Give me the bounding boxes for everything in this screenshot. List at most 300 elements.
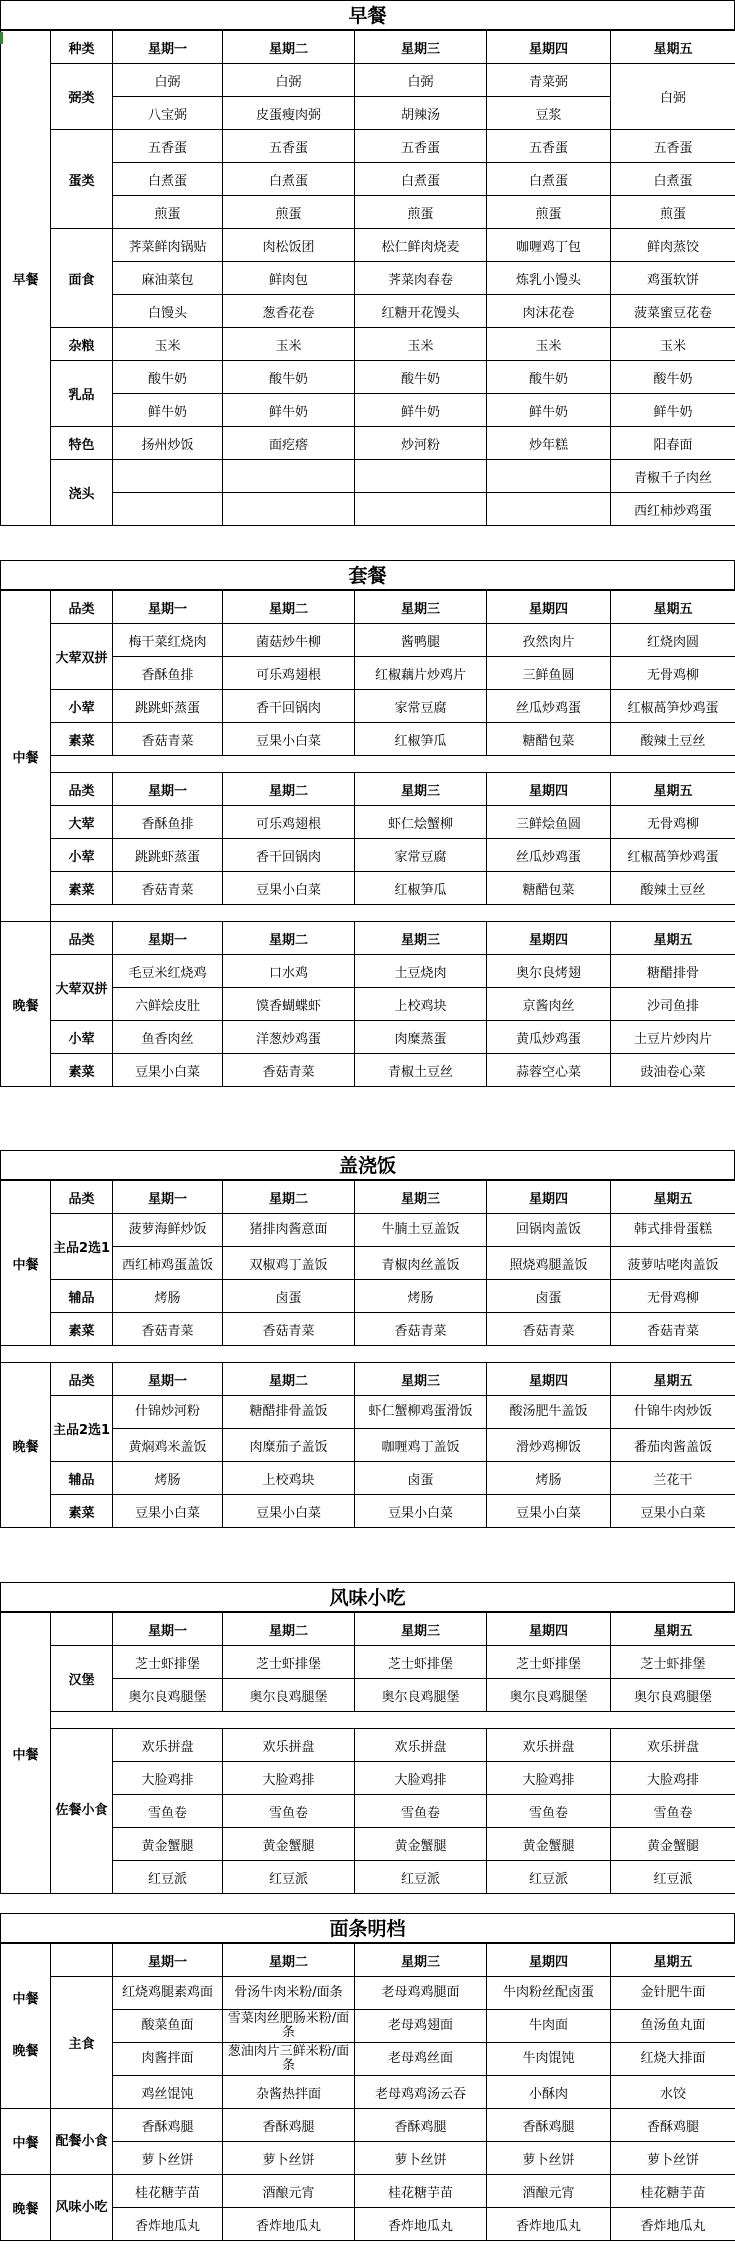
menu-cell: 回锅肉盖饭 xyxy=(487,1214,611,1247)
menu-cell: 桂花糖芋苗 xyxy=(611,2175,735,2208)
menu-cell: 西红柿鸡蛋盖饭 xyxy=(113,1247,223,1280)
category-header: 品类 xyxy=(51,922,113,955)
menu-cell: 玉米 xyxy=(223,328,355,361)
menu-cell: 煎蛋 xyxy=(611,196,735,229)
menu-cell: 鲜肉蒸饺 xyxy=(611,229,735,262)
menu-cell xyxy=(223,460,355,493)
rice-bowl-table xyxy=(0,1180,735,1528)
day-header: 星期二 xyxy=(223,922,355,955)
menu-cell: 煎蛋 xyxy=(113,196,223,229)
menu-cell: 欢乐拼盘 xyxy=(223,1729,355,1762)
menu-cell: 芝士虾排堡 xyxy=(223,1646,355,1679)
menu-cell: 青菜弼 xyxy=(487,64,611,97)
menu-cell: 皮蛋瘦肉弼 xyxy=(223,97,355,130)
meal-label: 中餐 xyxy=(1,1613,51,1894)
menu-cell: 杂酱热拌面 xyxy=(223,2076,355,2109)
menu-cell: 照烧鸡腿盖饭 xyxy=(487,1247,611,1280)
menu-cell: 金针肥牛面 xyxy=(611,1977,735,2010)
category-label: 配餐小食 xyxy=(51,2109,113,2175)
menu-cell: 烤肠 xyxy=(487,1462,611,1495)
menu-cell: 香炸地瓜丸 xyxy=(611,2208,735,2241)
menu-cell: 菠萝咕咾肉盖饭 xyxy=(611,1247,735,1280)
menu-cell: 土豆片炒肉片 xyxy=(611,1021,735,1054)
category-label: 杂粮 xyxy=(51,328,113,361)
menu-cell: 鲜牛奶 xyxy=(113,394,223,427)
menu-cell: 梅干菜红烧肉 xyxy=(113,624,223,657)
menu-cell: 桂花糖芋苗 xyxy=(113,2175,223,2208)
menu-cell: 番茄肉酱盖饭 xyxy=(611,1429,735,1462)
menu-cell: 香酥鸡腿 xyxy=(223,2109,355,2142)
day-header: 星期一 xyxy=(113,922,223,955)
menu-cell: 三鲜鱼圆 xyxy=(487,657,611,690)
menu-cell: 跳跳虾蒸蛋 xyxy=(113,839,223,872)
menu-cell: 黄金蟹腿 xyxy=(487,1828,611,1861)
menu-cell: 酸牛奶 xyxy=(355,361,487,394)
category-label: 素菜 xyxy=(51,1054,113,1087)
menu-cell: 馍香蝴蝶虾 xyxy=(223,988,355,1021)
day-header: 星期四 xyxy=(487,1613,611,1646)
menu-cell: 荠菜肉春卷 xyxy=(355,262,487,295)
menu-cell: 咖喱鸡丁包 xyxy=(487,229,611,262)
day-header: 星期三 xyxy=(355,591,487,624)
day-header: 星期一 xyxy=(113,31,223,64)
menu-cell: 豆果小白菜 xyxy=(611,1495,735,1528)
day-header: 星期五 xyxy=(611,1944,735,1977)
menu-cell: 胡辣汤 xyxy=(355,97,487,130)
menu-cell: 白弼 xyxy=(611,64,735,130)
menu-cell: 大脸鸡排 xyxy=(355,1762,487,1795)
category-label: 主品2选1 xyxy=(51,1214,113,1280)
menu-cell: 红椒笋瓜 xyxy=(355,723,487,756)
day-header: 星期四 xyxy=(487,1181,611,1214)
category-header: 品类 xyxy=(51,1363,113,1396)
category-label: 乳品 xyxy=(51,361,113,427)
category-label: 素菜 xyxy=(51,1495,113,1528)
menu-cell: 豆果小白菜 xyxy=(113,1054,223,1087)
day-header: 星期二 xyxy=(223,1363,355,1396)
menu-cell: 香炸地瓜丸 xyxy=(223,2208,355,2241)
day-header: 星期三 xyxy=(355,922,487,955)
menu-cell: 滑炒鸡柳饭 xyxy=(487,1429,611,1462)
menu-cell: 无骨鸡柳 xyxy=(611,657,735,690)
meal-label: 早餐 xyxy=(1,31,51,526)
menu-cell: 香菇青菜 xyxy=(113,723,223,756)
spacer-cell xyxy=(51,756,735,773)
menu-cell: 雪鱼卷 xyxy=(113,1795,223,1828)
menu-cell: 红豆派 xyxy=(113,1861,223,1894)
menu-cell: 红烧大排面 xyxy=(611,2043,735,2076)
menu-cell: 肉沫花卷 xyxy=(487,295,611,328)
menu-cell: 萝卜丝饼 xyxy=(355,2142,487,2175)
day-header: 星期四 xyxy=(487,773,611,806)
menu-cell: 老母鸡鸡汤云吞 xyxy=(355,2076,487,2109)
menu-cell: 红烧鸡腿素鸡面 xyxy=(113,1977,223,2010)
menu-cell: 香菇青菜 xyxy=(355,1313,487,1346)
category-header: 品类 xyxy=(51,1181,113,1214)
day-header: 星期二 xyxy=(223,773,355,806)
menu-cell: 豆浆 xyxy=(487,97,611,130)
day-header: 星期五 xyxy=(611,1363,735,1396)
day-header: 星期四 xyxy=(487,922,611,955)
menu-cell: 香炸地瓜丸 xyxy=(355,2208,487,2241)
set-meal-section xyxy=(0,560,735,1087)
menu-cell: 阳春面 xyxy=(611,427,735,460)
category-label: 大荤双拼 xyxy=(51,624,113,690)
menu-cell: 卤蛋 xyxy=(223,1280,355,1313)
menu-cell: 雪鱼卷 xyxy=(355,1795,487,1828)
menu-cell: 香酥鸡腿 xyxy=(355,2109,487,2142)
menu-cell: 糖醋排骨盖饭 xyxy=(223,1396,355,1429)
menu-cell: 萝卜丝饼 xyxy=(611,2142,735,2175)
menu-cell: 洋葱炒鸡蛋 xyxy=(223,1021,355,1054)
menu-cell: 黄金蟹腿 xyxy=(355,1828,487,1861)
menu-cell xyxy=(113,460,223,493)
menu-cell: 卤蛋 xyxy=(355,1462,487,1495)
menu-cell: 鲜肉包 xyxy=(223,262,355,295)
menu-cell: 老母鸡翅面 xyxy=(355,2010,487,2043)
menu-cell: 牛肉粉丝配卤蛋 xyxy=(487,1977,611,2010)
category-label: 素菜 xyxy=(51,723,113,756)
breakfast-table xyxy=(0,30,735,526)
spacer-cell xyxy=(51,905,735,922)
menu-cell: 豆果小白菜 xyxy=(223,872,355,905)
menu-cell: 白弼 xyxy=(113,64,223,97)
menu-cell: 孜然肉片 xyxy=(487,624,611,657)
menu-cell: 五香蛋 xyxy=(487,130,611,163)
menu-cell: 家常豆腐 xyxy=(355,690,487,723)
menu-cell: 煎蛋 xyxy=(487,196,611,229)
menu-cell: 西红柿炒鸡蛋 xyxy=(611,493,735,526)
menu-cell: 肉糜蒸蛋 xyxy=(355,1021,487,1054)
menu-cell: 香炸地瓜丸 xyxy=(487,2208,611,2241)
menu-cell: 酱鸭腿 xyxy=(355,624,487,657)
section-title: 面条明档 xyxy=(0,1913,735,1943)
menu-cell: 什锦牛肉炒饭 xyxy=(611,1396,735,1429)
day-header: 星期三 xyxy=(355,1613,487,1646)
menu-cell: 肉松饭团 xyxy=(223,229,355,262)
menu-cell: 荠菜鲜肉锅贴 xyxy=(113,229,223,262)
menu-cell: 猪排肉酱意面 xyxy=(223,1214,355,1247)
menu-cell: 鸡丝馄饨 xyxy=(113,2076,223,2109)
menu-cell: 豆果小白菜 xyxy=(355,1495,487,1528)
menu-cell: 香酥鸡腿 xyxy=(113,2109,223,2142)
menu-cell: 玉米 xyxy=(355,328,487,361)
menu-cell: 奥尔良鸡腿堡 xyxy=(113,1679,223,1712)
menu-cell: 鱼汤鱼丸面 xyxy=(611,2010,735,2043)
day-header: 星期五 xyxy=(611,922,735,955)
menu-cell: 萝卜丝饼 xyxy=(487,2142,611,2175)
menu-cell: 可乐鸡翅根 xyxy=(223,657,355,690)
menu-cell: 香菇青菜 xyxy=(113,872,223,905)
menu-cell: 酒酿元宵 xyxy=(487,2175,611,2208)
menu-cell: 八宝弼 xyxy=(113,97,223,130)
day-header: 星期四 xyxy=(487,31,611,64)
menu-cell: 白煮蛋 xyxy=(487,163,611,196)
menu-cell: 黄金蟹腿 xyxy=(611,1828,735,1861)
menu-cell: 青椒肉丝盖饭 xyxy=(355,1247,487,1280)
spacer-cell xyxy=(1,1346,735,1363)
menu-cell: 面疙瘩 xyxy=(223,427,355,460)
day-header: 星期一 xyxy=(113,591,223,624)
category-label: 主食 xyxy=(51,1977,113,2109)
menu-cell: 煎蛋 xyxy=(223,196,355,229)
menu-cell: 糖醋排骨 xyxy=(611,955,735,988)
meal-label: 晚餐 xyxy=(1,922,51,1087)
day-header: 星期三 xyxy=(355,1181,487,1214)
menu-cell: 跳跳虾蒸蛋 xyxy=(113,690,223,723)
section-title: 套餐 xyxy=(0,560,735,590)
spacer-row xyxy=(1,1346,735,1363)
menu-cell: 玉米 xyxy=(611,328,735,361)
menu-cell: 黄金蟹腿 xyxy=(223,1828,355,1861)
menu-cell: 鲜牛奶 xyxy=(611,394,735,427)
menu-cell: 红豆派 xyxy=(611,1861,735,1894)
day-header: 星期二 xyxy=(223,591,355,624)
menu-cell: 香干回锅肉 xyxy=(223,690,355,723)
menu-cell: 上校鸡块 xyxy=(355,988,487,1021)
menu-cell xyxy=(223,493,355,526)
menu-cell: 红椒藕片炒鸡片 xyxy=(355,657,487,690)
menu-cell xyxy=(487,460,611,493)
menu-cell: 葱油肉片三鲜米粉/面条 xyxy=(223,2043,355,2076)
category-header: 品类 xyxy=(51,591,113,624)
day-header: 星期三 xyxy=(355,31,487,64)
day-header: 星期一 xyxy=(113,1944,223,1977)
category-label: 浇头 xyxy=(51,460,113,526)
category-label: 素菜 xyxy=(51,872,113,905)
category-label: 特色 xyxy=(51,427,113,460)
menu-cell: 黄瓜炒鸡蛋 xyxy=(487,1021,611,1054)
menu-cell: 可乐鸡翅根 xyxy=(223,806,355,839)
menu-cell: 雪鱼卷 xyxy=(611,1795,735,1828)
category-label: 辅品 xyxy=(51,1462,113,1495)
menu-cell: 韩式排骨蛋糕 xyxy=(611,1214,735,1247)
menu-cell: 烤肠 xyxy=(113,1280,223,1313)
menu-cell: 双椒鸡丁盖饭 xyxy=(223,1247,355,1280)
menu-cell: 白煮蛋 xyxy=(113,163,223,196)
menu-cell: 红豆派 xyxy=(487,1861,611,1894)
category-label: 面食 xyxy=(51,229,113,328)
meal-label: 晚餐 xyxy=(1,2175,51,2241)
menu-cell: 鸡蛋软饼 xyxy=(611,262,735,295)
menu-cell: 香菇青菜 xyxy=(223,1313,355,1346)
day-header: 星期二 xyxy=(223,1944,355,1977)
menu-cell: 雪鱼卷 xyxy=(223,1795,355,1828)
meal-label: 中餐 xyxy=(1,591,51,922)
category-label: 小荤 xyxy=(51,839,113,872)
section-title: 早餐 xyxy=(0,0,735,30)
menu-cell: 鲜牛奶 xyxy=(355,394,487,427)
menu-cell: 酸汤肥牛盖饭 xyxy=(487,1396,611,1429)
category-label: 汉堡 xyxy=(51,1646,113,1712)
menu-cell: 玉米 xyxy=(487,328,611,361)
snacks-section xyxy=(0,1582,735,1894)
menu-cell: 雪鱼卷 xyxy=(487,1795,611,1828)
noodle-bar-section xyxy=(0,1913,735,2241)
day-header: 星期三 xyxy=(355,1944,487,1977)
day-header: 星期四 xyxy=(487,1944,611,1977)
menu-cell: 鱼香肉丝 xyxy=(113,1021,223,1054)
menu-cell: 小酥肉 xyxy=(487,2076,611,2109)
day-header: 星期三 xyxy=(355,1363,487,1396)
meal-label-lunch: 中餐 xyxy=(12,1992,39,2007)
day-header: 星期二 xyxy=(223,1181,355,1214)
category-header: 种类 xyxy=(51,31,113,64)
section-title: 风味小吃 xyxy=(0,1582,735,1612)
menu-cell xyxy=(487,493,611,526)
menu-cell: 芝士虾排堡 xyxy=(487,1646,611,1679)
menu-cell: 烤肠 xyxy=(355,1280,487,1313)
menu-cell: 菠菜蜜豆花卷 xyxy=(611,295,735,328)
day-header: 星期五 xyxy=(611,31,735,64)
meal-label xyxy=(1,1944,51,2109)
menu-cell: 菠萝海鲜炒饭 xyxy=(113,1214,223,1247)
menu-cell: 虾仁蟹柳鸡蛋滑饭 xyxy=(355,1396,487,1429)
menu-cell: 鲜牛奶 xyxy=(223,394,355,427)
rice-bowl-section xyxy=(0,1150,735,1528)
category-label: 佐餐小食 xyxy=(51,1729,113,1894)
menu-cell: 蒜蓉空心菜 xyxy=(487,1054,611,1087)
menu-cell: 雪菜肉丝肥肠米粉/面条 xyxy=(223,2010,355,2043)
menu-cell: 萝卜丝饼 xyxy=(113,2142,223,2175)
menu-cell: 白馒头 xyxy=(113,295,223,328)
meal-label: 中餐 xyxy=(1,2109,51,2175)
menu-cell: 白弼 xyxy=(223,64,355,97)
menu-cell: 丝瓜炒鸡蛋 xyxy=(487,839,611,872)
category-label: 大荤 xyxy=(51,806,113,839)
menu-cell: 豆果小白菜 xyxy=(113,1495,223,1528)
menu-cell: 大脸鸡排 xyxy=(611,1762,735,1795)
menu-cell: 兰花干 xyxy=(611,1462,735,1495)
menu-cell: 酸牛奶 xyxy=(223,361,355,394)
spacer-row xyxy=(1,905,735,922)
menu-cell: 香炸地瓜丸 xyxy=(113,2208,223,2241)
menu-cell: 桂花糖芋苗 xyxy=(355,2175,487,2208)
menu-cell: 豆果小白菜 xyxy=(223,723,355,756)
day-header: 星期五 xyxy=(611,1613,735,1646)
category-label: 大荤双拼 xyxy=(51,955,113,1021)
category-label: 素菜 xyxy=(51,1313,113,1346)
menu-cell: 红糖开花馒头 xyxy=(355,295,487,328)
menu-cell: 酸辣土豆丝 xyxy=(611,723,735,756)
menu-cell: 什锦炒河粉 xyxy=(113,1396,223,1429)
menu-cell: 酒酿元宵 xyxy=(223,2175,355,2208)
menu-cell: 大脸鸡排 xyxy=(223,1762,355,1795)
menu-cell: 肉酱拌面 xyxy=(113,2043,223,2076)
menu-cell: 老母鸡丝面 xyxy=(355,2043,487,2076)
menu-cell: 烤肠 xyxy=(113,1462,223,1495)
menu-cell: 炒河粉 xyxy=(355,427,487,460)
menu-cell: 五香蛋 xyxy=(113,130,223,163)
menu-cell: 三鲜烩鱼圆 xyxy=(487,806,611,839)
menu-cell xyxy=(355,460,487,493)
menu-cell: 京酱肉丝 xyxy=(487,988,611,1021)
menu-cell: 酸牛奶 xyxy=(487,361,611,394)
menu-cell: 六鲜烩皮肚 xyxy=(113,988,223,1021)
menu-cell: 毛豆米红烧鸡 xyxy=(113,955,223,988)
menu-cell: 丝瓜炒鸡蛋 xyxy=(487,690,611,723)
category-label: 辅品 xyxy=(51,1280,113,1313)
menu-cell: 糖醋包菜 xyxy=(487,723,611,756)
category-label: 蛋类 xyxy=(51,130,113,229)
menu-cell: 五香蛋 xyxy=(223,130,355,163)
menu-cell: 无骨鸡柳 xyxy=(611,806,735,839)
meal-label-dinner: 晚餐 xyxy=(12,2044,39,2059)
day-header: 星期一 xyxy=(113,1181,223,1214)
menu-cell: 香菇青菜 xyxy=(487,1313,611,1346)
menu-cell: 牛腩土豆盖饭 xyxy=(355,1214,487,1247)
menu-cell: 欢乐拼盘 xyxy=(611,1729,735,1762)
menu-cell: 香酥鱼排 xyxy=(113,806,223,839)
menu-cell: 糖醋包菜 xyxy=(487,872,611,905)
menu-cell: 黄焖鸡米盖饭 xyxy=(113,1429,223,1462)
day-header: 星期二 xyxy=(223,1613,355,1646)
menu-cell: 水饺 xyxy=(611,2076,735,2109)
menu-cell: 青椒土豆丝 xyxy=(355,1054,487,1087)
menu-cell: 酸菜鱼面 xyxy=(113,2010,223,2043)
menu-cell: 五香蛋 xyxy=(611,130,735,163)
day-header: 星期三 xyxy=(355,773,487,806)
menu-cell: 欢乐拼盘 xyxy=(355,1729,487,1762)
menu-cell: 骨汤牛肉米粉/面条 xyxy=(223,1977,355,2010)
menu-cell: 芝士虾排堡 xyxy=(611,1646,735,1679)
menu-cell: 红椒萵笋炒鸡蛋 xyxy=(611,839,735,872)
noodle-bar-table xyxy=(0,1943,735,2241)
menu-cell: 奥尔良烤翅 xyxy=(487,955,611,988)
category-label: 风味小吃 xyxy=(51,2175,113,2241)
menu-cell: 香菇青菜 xyxy=(113,1313,223,1346)
menu-cell: 香酥鸡腿 xyxy=(611,2109,735,2142)
snacks-table xyxy=(0,1612,735,1894)
menu-cell: 红椒萵笋炒鸡蛋 xyxy=(611,690,735,723)
menu-cell xyxy=(355,493,487,526)
cell-marker xyxy=(0,32,3,44)
menu-cell: 葱香花卷 xyxy=(223,295,355,328)
menu-cell: 萝卜丝饼 xyxy=(223,2142,355,2175)
menu-cell: 奥尔良鸡腿堡 xyxy=(355,1679,487,1712)
category-label: 小荤 xyxy=(51,1021,113,1054)
menu-cell: 卤蛋 xyxy=(487,1280,611,1313)
menu-cell: 大脸鸡排 xyxy=(113,1762,223,1795)
menu-cell xyxy=(113,493,223,526)
set-meal-table xyxy=(0,590,735,1087)
spacer-row xyxy=(1,756,735,773)
menu-cell: 欢乐拼盘 xyxy=(113,1729,223,1762)
menu-cell: 沙司鱼排 xyxy=(611,988,735,1021)
menu-cell: 香酥鸡腿 xyxy=(487,2109,611,2142)
day-header: 星期四 xyxy=(487,1363,611,1396)
meal-label-spacer xyxy=(3,2013,48,2039)
menu-cell: 奥尔良鸡腿堡 xyxy=(487,1679,611,1712)
menu-cell: 香菇青菜 xyxy=(611,1313,735,1346)
day-header: 星期五 xyxy=(611,1181,735,1214)
section-title: 盖浇饭 xyxy=(0,1150,735,1180)
menu-cell: 香酥鱼排 xyxy=(113,657,223,690)
day-header: 星期一 xyxy=(113,1363,223,1396)
menu-cell: 酸辣土豆丝 xyxy=(611,872,735,905)
menu-cell: 酸牛奶 xyxy=(113,361,223,394)
menu-cell: 煎蛋 xyxy=(355,196,487,229)
menu-cell: 麻油菜包 xyxy=(113,262,223,295)
menu-cell: 炼乳小馒头 xyxy=(487,262,611,295)
menu-cell: 红豆派 xyxy=(223,1861,355,1894)
menu-cell: 无骨鸡柳 xyxy=(611,1280,735,1313)
spacer-cell xyxy=(51,1712,735,1729)
menu-cell: 豉油卷心菜 xyxy=(611,1054,735,1087)
menu-cell: 牛肉面 xyxy=(487,2010,611,2043)
menu-cell: 扬州炒饭 xyxy=(113,427,223,460)
menu-cell: 红椒笋瓜 xyxy=(355,872,487,905)
